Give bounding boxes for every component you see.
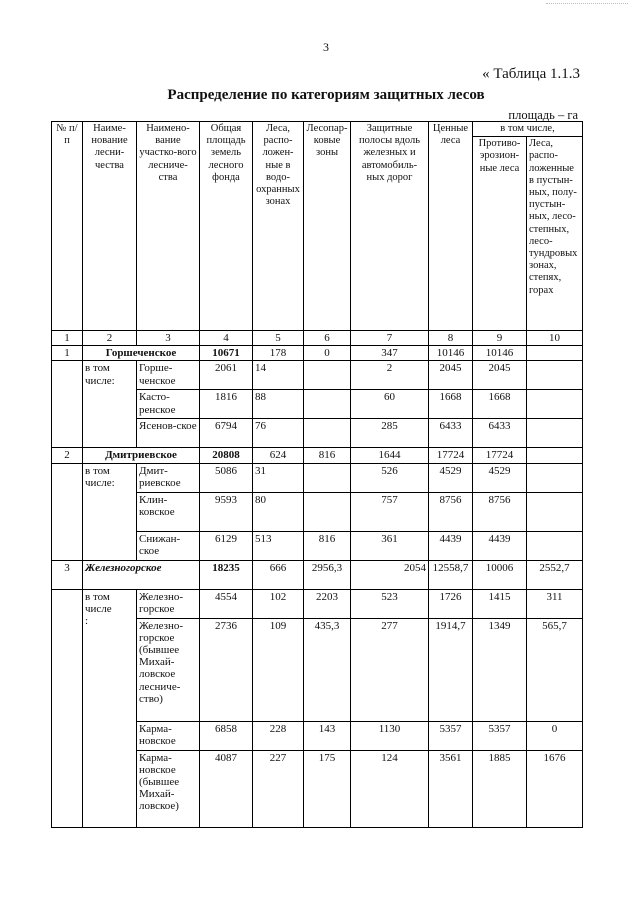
cell-water-zones: 178 [253,346,304,361]
cell-valuable: 1726 [429,589,473,618]
cell-steppe: 311 [527,589,583,618]
cell-road-belts: 1644 [351,448,429,463]
forestry-name: Горшеченское [83,346,200,361]
table-reference: « Таблица 1.1.3 [482,66,580,82]
cell-water-zones: 227 [253,750,304,827]
forestry-total-row [52,346,583,361]
cell-steppe: 0 [527,721,583,750]
cell-park-zones: 175 [304,750,351,827]
district-row [52,361,583,390]
cell-valuable: 4439 [429,531,473,560]
cell-park-zones: 0 [304,346,351,361]
district-name: Карма-новское [137,721,200,750]
cell-road-belts: 523 [351,589,429,618]
row-num-empty [52,361,83,448]
cell-anti-erosion: 6433 [473,419,527,448]
cell-park-zones: 2203 [304,589,351,618]
header-total-area: Общая площадь земель лесного фонда [200,122,253,331]
scan-edge-mark [546,3,628,4]
cell-water-zones: 14 [253,361,304,390]
header-num: № п/п [52,122,83,331]
cell-steppe [527,531,583,560]
cell-water-zones: 513 [253,531,304,560]
col-number: 1 [52,331,83,346]
row-num: 1 [52,346,83,361]
cell-water-zones: 76 [253,419,304,448]
col-number: 10 [527,331,583,346]
cell-park-zones [304,390,351,419]
cell-total-area: 2736 [200,618,253,721]
cell-anti-erosion: 4529 [473,463,527,492]
cell-total-area: 6858 [200,721,253,750]
cell-water-zones: 88 [253,390,304,419]
col-number: 6 [304,331,351,346]
cell-road-belts: 60 [351,390,429,419]
district-name: Железно-горское [137,589,200,618]
cell-valuable: 5357 [429,721,473,750]
header-forestry: Наиме-нование лесни-чества [83,122,137,331]
document-title: Распределение по категориям защитных лесов [167,87,485,103]
cell-road-belts: 757 [351,492,429,531]
cell-valuable: 2045 [429,361,473,390]
cell-park-zones: 2956,3 [304,560,351,589]
district-name: Горше-ченское [137,361,200,390]
header-valuable-forests: Ценные леса [429,122,473,331]
district-name: Ясенов-ское [137,419,200,448]
cell-total-area: 1816 [200,390,253,419]
cell-road-belts: 285 [351,419,429,448]
cell-park-zones [304,492,351,531]
cell-anti-erosion: 4439 [473,531,527,560]
col-number: 3 [137,331,200,346]
cell-park-zones: 435,3 [304,618,351,721]
col-number: 9 [473,331,527,346]
cell-water-zones: 31 [253,463,304,492]
cell-water-zones: 102 [253,589,304,618]
cell-steppe [527,492,583,531]
forestry-name: Железногорское [83,560,200,589]
cell-road-belts: 347 [351,346,429,361]
cell-total-area: 20808 [200,448,253,463]
cell-total-area: 9593 [200,492,253,531]
cell-water-zones: 109 [253,618,304,721]
district-name: Карма-новское (бывшее Михай-ловское) [137,750,200,827]
cell-valuable: 3561 [429,750,473,827]
cell-park-zones: 816 [304,448,351,463]
cell-anti-erosion: 10146 [473,346,527,361]
cell-steppe [527,448,583,463]
cell-anti-erosion: 1349 [473,618,527,721]
cell-road-belts: 526 [351,463,429,492]
cell-anti-erosion: 2045 [473,361,527,390]
cell-water-zones: 228 [253,721,304,750]
cell-steppe [527,463,583,492]
cell-total-area: 10671 [200,346,253,361]
col-number: 5 [253,331,304,346]
forestry-name: Дмитриевское [83,448,200,463]
cell-valuable: 17724 [429,448,473,463]
forestry-total-row [52,560,583,589]
cell-road-belts: 2 [351,361,429,390]
district-name: Дмит-риевское [137,463,200,492]
cell-anti-erosion: 5357 [473,721,527,750]
col-number: 7 [351,331,429,346]
row-num: 3 [52,560,83,589]
cell-valuable: 1914,7 [429,618,473,721]
cell-anti-erosion: 1415 [473,589,527,618]
district-name: Железно-горское (бывшее Михай-ловское лесниче-ство) [137,618,200,721]
protective-forests-table [51,121,583,828]
header-including: в том числе, [473,122,583,137]
cell-steppe [527,361,583,390]
forestry-total-row [52,448,583,463]
cell-anti-erosion: 17724 [473,448,527,463]
cell-steppe: 2552,7 [527,560,583,589]
cell-anti-erosion: 10006 [473,560,527,589]
cell-total-area: 6794 [200,419,253,448]
in-total-label: в том числе: [83,361,137,448]
in-total-text: в том числе [85,590,112,615]
district-name: Снижан-ское [137,531,200,560]
cell-anti-erosion: 1885 [473,750,527,827]
column-number-row [52,331,583,346]
cell-valuable: 6433 [429,419,473,448]
cell-total-area: 5086 [200,463,253,492]
cell-total-area: 4087 [200,750,253,827]
cell-road-belts: 124 [351,750,429,827]
cell-total-area: 18235 [200,560,253,589]
district-row [52,589,583,618]
cell-park-zones: 816 [304,531,351,560]
cell-anti-erosion: 1668 [473,390,527,419]
cell-park-zones [304,419,351,448]
header-water-zones: Леса, распо-ложен-ные в водо-охранных зонах [253,122,304,331]
header-steppe-zones: Леса, распо-ложенные в пустын-ных, полу-пустын-ных, лесо-степных, лесо-тундровых зонах, степях, горах [527,137,583,331]
cell-valuable: 12558,7 [429,560,473,589]
cell-valuable: 10146 [429,346,473,361]
header-park-zones: Лесопар-ковые зоны [304,122,351,331]
cell-steppe [527,346,583,361]
in-total-label: в том числе: [83,463,137,560]
cell-road-belts: 2054 [351,560,429,589]
col-number: 4 [200,331,253,346]
district-name: Касто-ренское [137,390,200,419]
row-num-empty [52,463,83,560]
units-label: площадь – га [508,108,578,122]
cell-road-belts: 361 [351,531,429,560]
cell-road-belts: 1130 [351,721,429,750]
row-num-empty [52,589,83,827]
cell-anti-erosion: 8756 [473,492,527,531]
cell-steppe [527,390,583,419]
row-num: 2 [52,448,83,463]
cell-steppe [527,419,583,448]
cell-steppe: 565,7 [527,618,583,721]
cell-water-zones: 624 [253,448,304,463]
cell-park-zones [304,361,351,390]
cell-water-zones: 80 [253,492,304,531]
cell-water-zones: 666 [253,560,304,589]
cell-steppe: 1676 [527,750,583,827]
col-number: 8 [429,331,473,346]
page-number: 3 [323,40,329,54]
header-district: Наимено-вание участко-вого лесниче-ства [137,122,200,331]
in-total-label [83,589,137,827]
cell-valuable: 1668 [429,390,473,419]
header-road-belts: Защитные полосы вдоль железных и автомобиль-ных дорог [351,122,429,331]
cell-road-belts: 277 [351,618,429,721]
header-row-top [52,122,583,137]
cell-total-area: 6129 [200,531,253,560]
cell-total-area: 2061 [200,361,253,390]
cell-park-zones [304,463,351,492]
cell-valuable: 4529 [429,463,473,492]
district-row [52,463,583,492]
cell-valuable: 8756 [429,492,473,531]
cell-park-zones: 143 [304,721,351,750]
header-anti-erosion: Противо-эрозион-ные леса [473,137,527,331]
in-total-colon: : [85,615,89,628]
col-number: 2 [83,331,137,346]
district-name: Клин-ковское [137,492,200,531]
cell-total-area: 4554 [200,589,253,618]
